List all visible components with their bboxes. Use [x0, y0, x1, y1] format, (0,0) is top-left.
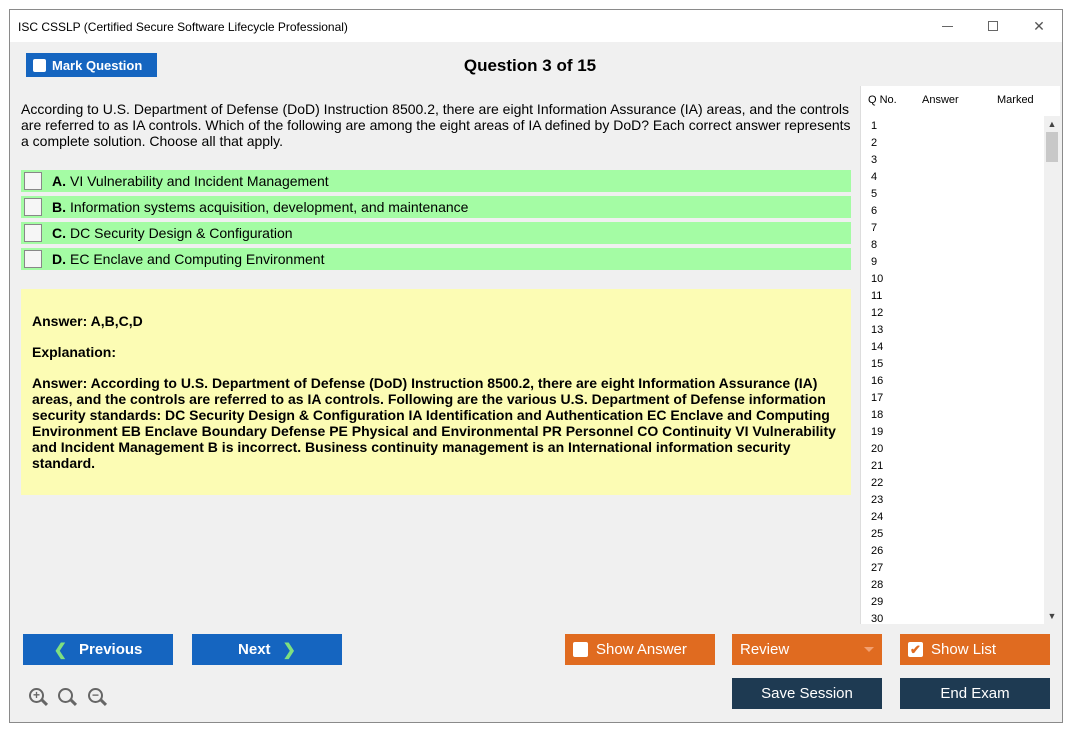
- question-list-row[interactable]: 14: [871, 341, 884, 353]
- question-list-row[interactable]: 25: [871, 528, 884, 540]
- show-list-label: Show List: [931, 641, 997, 658]
- question-list-row[interactable]: 21: [871, 460, 884, 472]
- next-label: Next: [238, 641, 271, 658]
- explanation-heading: Explanation:: [32, 344, 117, 360]
- chevron-right-icon: ❯: [282, 641, 296, 659]
- scroll-down-icon[interactable]: ▼: [1047, 611, 1057, 621]
- question-list-row[interactable]: 22: [871, 477, 884, 489]
- mark-checkbox[interactable]: [33, 59, 46, 72]
- question-list-row[interactable]: 20: [871, 443, 884, 455]
- chevron-down-icon: [864, 647, 874, 652]
- question-list-rows: [861, 118, 1045, 628]
- explanation-text: Answer: According to U.S. Department of Defense (DoD) Instruction 8500.2, there are eight Information Assurance (IA) areas, and the controls are referred to as IA controls. Following are the various U.S. Department of Defense information security standards: DC Security Design & Configuration IA Identification and Authentication EC Enclave and Computing Environment EB Enclave Boundary Defense PE Physical and Environmental PR Personnel CO Continuity VI Vulnerability and Incident Management B is incorrect. Business continuity management is an International information security standard.: [32, 375, 836, 471]
- option-text: DC Security Design & Configuration: [70, 225, 293, 241]
- zoom-out-icon[interactable]: −: [86, 686, 108, 708]
- review-label: Review: [740, 641, 790, 658]
- scroll-thumb[interactable]: [1046, 132, 1058, 162]
- save-session-button[interactable]: Save Session: [732, 678, 882, 709]
- maximize-button[interactable]: [970, 10, 1016, 42]
- option-b[interactable]: [21, 196, 851, 218]
- chevron-left-icon: ❮: [53, 641, 68, 659]
- scroll-up-icon[interactable]: ▲: [1047, 119, 1057, 129]
- question-list-row[interactable]: 19: [871, 426, 884, 438]
- column-header-answer: Answer: [922, 94, 959, 106]
- question-list-row[interactable]: 7: [871, 222, 878, 234]
- question-list-row[interactable]: 24: [871, 511, 884, 523]
- option-letter: A.: [52, 173, 66, 189]
- show-list-button[interactable]: [900, 634, 1050, 665]
- minimize-button[interactable]: [924, 10, 970, 42]
- question-counter: Question 3 of 15: [463, 56, 597, 75]
- option-letter: C.: [52, 225, 66, 241]
- option-text: VI Vulnerability and Incident Management: [70, 173, 329, 189]
- question-list-row[interactable]: 17: [871, 392, 884, 404]
- review-dropdown[interactable]: [732, 634, 882, 665]
- option-d-checkbox[interactable]: [24, 250, 42, 268]
- show-list-checkbox[interactable]: ✔: [908, 642, 923, 657]
- option-letter: D.: [52, 251, 66, 267]
- mark-question-label: Mark Question: [52, 57, 143, 73]
- question-list-row[interactable]: 9: [871, 256, 878, 268]
- zoom-reset-icon[interactable]: [56, 686, 78, 708]
- question-list-row[interactable]: 30: [871, 613, 884, 625]
- option-c-checkbox[interactable]: [24, 224, 42, 242]
- option-b-checkbox[interactable]: [24, 198, 42, 216]
- question-list-row[interactable]: 13: [871, 324, 884, 336]
- window-title: ISC CSSLP (Certified Secure Software Lifecycle Professional): [18, 20, 348, 34]
- question-list-row[interactable]: 26: [871, 545, 884, 557]
- question-list-row[interactable]: 23: [871, 494, 884, 506]
- column-header-qno: Q No.: [868, 94, 897, 106]
- previous-label: Previous: [79, 641, 143, 658]
- option-text: EC Enclave and Computing Environment: [70, 251, 325, 267]
- question-list-row[interactable]: 29: [871, 596, 884, 608]
- option-d[interactable]: [21, 248, 851, 270]
- minimize-icon: [942, 26, 953, 27]
- question-list-row[interactable]: 11: [871, 290, 883, 302]
- title-bar: [10, 10, 1062, 42]
- question-list-row[interactable]: 18: [871, 409, 884, 421]
- question-list-row[interactable]: 15: [871, 358, 884, 370]
- question-list-row[interactable]: 3: [871, 154, 878, 166]
- next-button[interactable]: [192, 634, 342, 665]
- question-list-row[interactable]: 28: [871, 579, 884, 591]
- end-exam-button[interactable]: End Exam: [900, 678, 1050, 709]
- question-list-row[interactable]: 5: [871, 188, 878, 200]
- question-list-row[interactable]: 8: [871, 239, 878, 251]
- show-answer-label: Show Answer: [596, 641, 687, 658]
- question-list-row[interactable]: 10: [871, 273, 884, 285]
- column-header-marked: Marked: [997, 94, 1034, 106]
- question-list: [860, 86, 1060, 624]
- question-list-row[interactable]: 4: [871, 171, 878, 183]
- app-window: [9, 9, 1063, 723]
- show-answer-checkbox[interactable]: [573, 642, 588, 657]
- zoom-in-icon[interactable]: +: [27, 686, 49, 708]
- option-letter: B.: [52, 199, 66, 215]
- option-a[interactable]: [21, 170, 851, 192]
- question-list-row[interactable]: 12: [871, 307, 884, 319]
- question-list-row[interactable]: 1: [871, 120, 878, 132]
- question-list-row[interactable]: 16: [871, 375, 884, 387]
- answer-panel: [21, 289, 851, 495]
- maximize-icon: [988, 21, 998, 31]
- close-button[interactable]: [1016, 10, 1062, 42]
- previous-button[interactable]: [23, 634, 173, 665]
- option-a-checkbox[interactable]: [24, 172, 42, 190]
- option-text: Information systems acquisition, development, and maintenance: [70, 199, 469, 215]
- mark-question-button[interactable]: [26, 53, 157, 77]
- question-list-row[interactable]: 27: [871, 562, 884, 574]
- question-list-header: [861, 86, 1060, 116]
- answer-text: Answer: A,B,C,D: [32, 313, 143, 329]
- question-list-scrollbar[interactable]: [1044, 116, 1060, 624]
- close-icon: ✕: [1033, 17, 1045, 34]
- question-text: According to U.S. Department of Defense (DoD) Instruction 8500.2, there are eight Information Assurance (IA) areas, and the controls are referred to as IA controls. Which of the following are among the eight areas of IA defined by DoD? Each correct answer represents a complete solution. Choose all that apply.: [21, 101, 851, 149]
- show-answer-button[interactable]: [565, 634, 715, 665]
- question-list-row[interactable]: 6: [871, 205, 878, 217]
- option-c[interactable]: [21, 222, 851, 244]
- question-list-row[interactable]: 2: [871, 137, 878, 149]
